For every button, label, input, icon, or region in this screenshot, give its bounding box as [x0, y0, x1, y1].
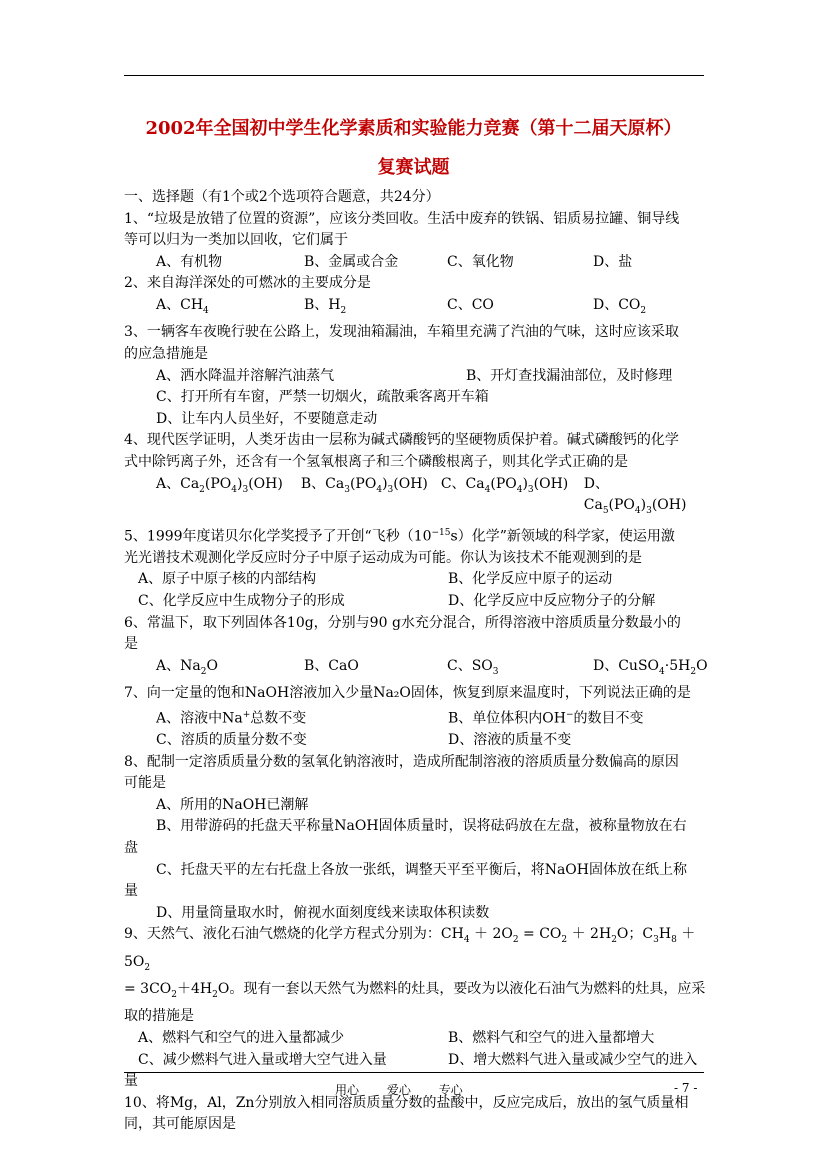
- footer-word: 专心: [438, 1083, 463, 1097]
- question-7-stem: 7、向一定量的饱和NaOH溶液加入少量Na₂O固体，恢复到原来温度时，下列说法正确的是: [124, 685, 691, 702]
- option-d: D、盐: [593, 253, 633, 270]
- option-b: B、单位体积内OH−的数目不变: [448, 709, 644, 727]
- option-a: A、有机物: [156, 253, 223, 270]
- question-9-options-cd: [124, 1050, 709, 1072]
- footer-word: 用心: [335, 1083, 360, 1097]
- question-list: [124, 187, 709, 1136]
- question-5-options-cd: [124, 591, 709, 613]
- option-c: C、托盘天平的左右托盘上各放一张纸，调整天平至平衡后，将NaOH固体放在纸上称: [156, 861, 687, 878]
- option-b: B、燃料气和空气的进入量都增大: [448, 1030, 655, 1047]
- option-d: D、$Ca_5(PO_4)_3(OH)$: [583, 475, 687, 516]
- question-9-stem-cont2: 取的措施是: [124, 1008, 194, 1025]
- question-8-stem: 8、配制一定溶质质量分数的氢氧化钠溶液时，造成所配制溶液的溶质质量分数偏高的原因: [124, 753, 679, 770]
- header-rule: [124, 75, 704, 76]
- question-3-options-ab: [124, 366, 709, 388]
- question-8-stem-cont: 可能是: [124, 775, 166, 792]
- question-10-stem: 10、将Mg，Al，Zn分别放入相同溶质质量分数的盐酸中，反应完成后，放出的氢气质量相: [124, 1094, 689, 1111]
- question-3-stem-cont: 的应急措施是: [124, 345, 208, 362]
- question-9-stem-cont: = $3CO_2+4H_2O$。现有一套以天然气为燃料的灶具，要改为以液化石油气为燃料的灶具，应采: [124, 981, 706, 1000]
- option-a: A、$CH_4$: [156, 296, 209, 316]
- option-a: A、燃料气和空气的进入量都减少: [138, 1030, 345, 1047]
- question-5-options-ab: [124, 569, 709, 591]
- option-c: C、打开所有车窗，严禁一切烟火，疏散乘客离开车箱: [156, 389, 489, 406]
- footer-rule: [124, 1072, 704, 1073]
- option-b: B、用带游码的托盘天平称量NaOH固体质量时，误将砝码放在左盘，被称量物放在右: [156, 818, 687, 835]
- question-1-stem-cont: 等可以归为一类加以回收，它们属于: [124, 232, 348, 249]
- question-3-stem: 3、一辆客车夜晚行驶在公路上，发现油箱漏油，车箱里充满了汽油的气味，这时应该采取: [124, 324, 679, 341]
- question-9-options-ab: [124, 1028, 709, 1050]
- question-6-stem-cont: 是: [124, 636, 138, 653]
- option-d: D、化学反应中反应物分子的分解: [448, 592, 656, 609]
- footer-word: 爱心: [386, 1083, 411, 1097]
- option-d: D、让车内人员坐好，不要随意走动: [156, 410, 378, 427]
- option-a: A、所用的NaOH已潮解: [156, 796, 309, 813]
- option-d: D、用量筒量取水时，俯视水面刻度线来读取体积读数: [156, 904, 490, 921]
- option-a: A、洒水降温并溶解汽油蒸气: [156, 367, 335, 384]
- question-7-options-cd: [124, 730, 709, 752]
- question-10-stem-cont: 同，其可能原因是: [124, 1116, 236, 1133]
- page-number: - 7 -: [674, 1081, 698, 1095]
- option-b: B、化学反应中原子的运动: [448, 571, 613, 588]
- option-c: C、$SO_3$: [447, 657, 499, 677]
- question-6-stem: 6、常温下，取下列固体各10g，分别与90 g水充分混合，所得溶液中溶质质量分数最小的: [124, 614, 681, 631]
- option-c: C、CO: [447, 296, 494, 313]
- option-b: B、$H_2$: [304, 296, 347, 316]
- option-b: B、开灯查找漏油部位，及时修理: [466, 367, 673, 384]
- option-a: A、$Na_2O$: [156, 657, 218, 677]
- question-1-options: [124, 252, 709, 274]
- option-a: A、$Ca_2(PO_4)_3(OH)$: [156, 475, 283, 495]
- question-2-options: [124, 295, 709, 322]
- question-5-stem: 5、1999年度诺贝尔化学奖授予了开创“飞秒$(10^{-15}s)$化学”新领域的科学家，使运用激: [124, 527, 675, 545]
- option-b: B、$Ca_3(PO_4)_3(OH)$: [300, 475, 428, 495]
- option-d: D、溶液的质量不变: [448, 731, 572, 748]
- option-b: B、金属或合金: [304, 253, 399, 270]
- question-4-options: [124, 474, 709, 523]
- option-b: B、CaO: [304, 657, 359, 674]
- section-heading: 一、选择题（有1个或2个选项符合题意，共24分）: [124, 189, 440, 205]
- question-1-stem: 1、“垃圾是放错了位置的资源”，应该分类回收。生活中废弃的铁锅、铝质易拉罐、铜导线: [124, 210, 680, 227]
- page-title: 2002年全国初中学生化学素质和实验能力竞赛（第十二届天原杯）: [145, 118, 682, 139]
- question-6-options: [124, 656, 709, 683]
- footer-motto: [335, 1081, 487, 1098]
- question-4-stem: 4、现代医学证明，人类牙齿由一层称为碱式磷酸钙的坚硬物质保护着。碱式磷酸钙的化学: [124, 432, 679, 449]
- option-b-cont: 盘: [124, 839, 138, 856]
- option-d: D、$CuSO_4\cdot 5H_2O$: [593, 657, 708, 677]
- option-a: A、溶液中Na+总数不变: [156, 709, 307, 727]
- question-4-stem-cont: 式中除钙离子外，还含有一个氢氧根离子和三个磷酸根离子，则其化学式正确的是: [124, 453, 628, 470]
- option-d-cont: 量: [124, 1073, 138, 1090]
- page-subtitle: 复赛试题: [377, 157, 450, 178]
- question-2-stem: 2、来自海洋深处的可燃冰的主要成分是: [124, 275, 371, 292]
- option-c-cont: 量: [124, 883, 138, 900]
- question-5-stem-cont: 光光谱技术观测化学反应时分子中原子运动成为可能。你认为该技术不能观测到的是: [124, 549, 642, 566]
- option-d: D、增大燃料气进入量或减少空气的进入: [448, 1051, 698, 1068]
- option-c: C、化学反应中生成物分子的形成: [138, 592, 345, 609]
- option-a: A、原子中原子核的内部结构: [138, 571, 317, 588]
- option-d: D、$CO_2$: [593, 296, 647, 316]
- option-c: C、溶质的质量分数不变: [156, 731, 307, 748]
- option-c: C、减少燃料气进入量或增大空气进入量: [138, 1051, 387, 1068]
- question-7-options-ab: [124, 705, 709, 730]
- question-9-stem: 9、天然气、液化石油气燃烧的化学方程式分别为：$CH_4 + 2O_2 = CO_2 + 2H_2O$；$C_3H_8 + 5O_2$: [124, 926, 696, 973]
- option-c: C、氧化物: [447, 253, 514, 270]
- option-c: C、$Ca_4(PO_4)_3(OH)$: [440, 475, 569, 495]
